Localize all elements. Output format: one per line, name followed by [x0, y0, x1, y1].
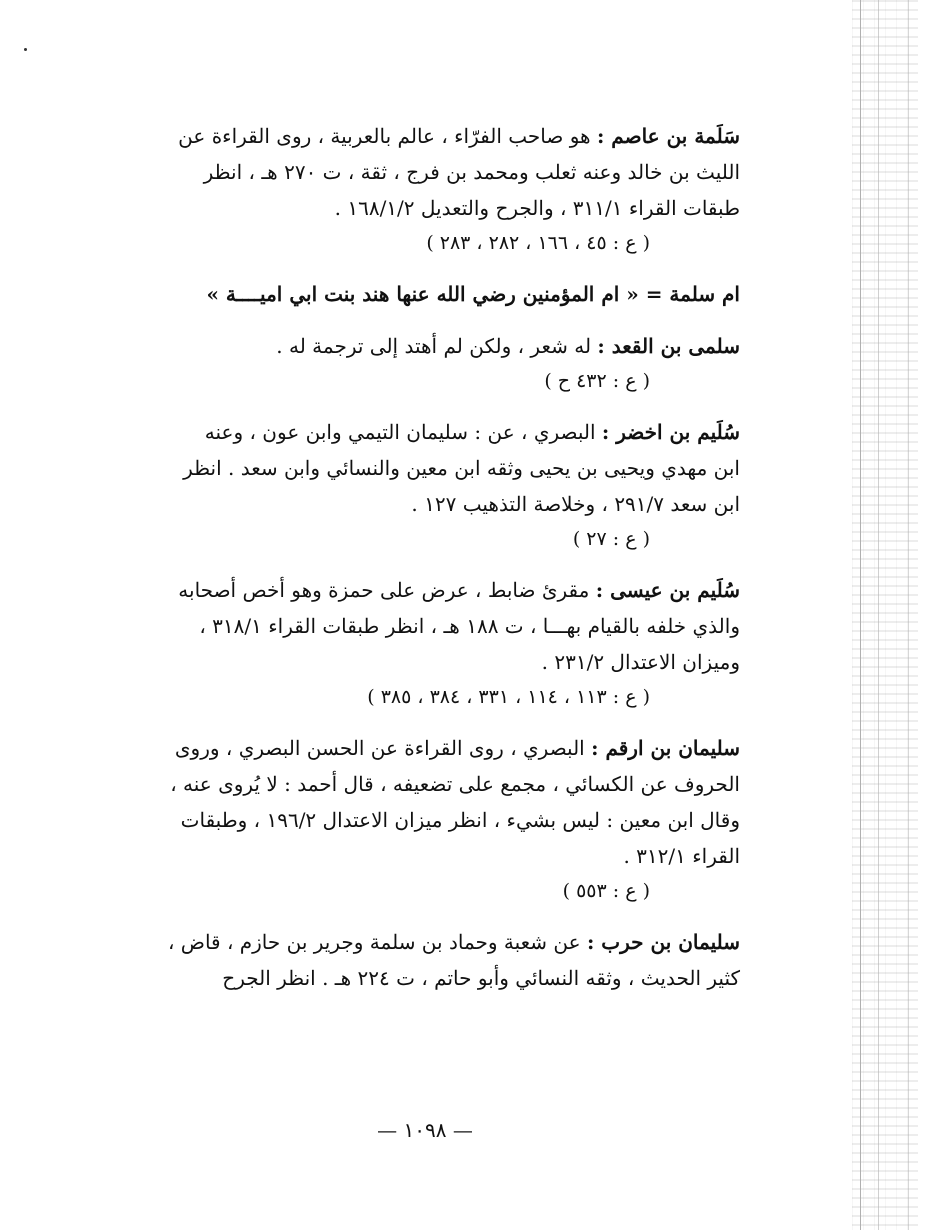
entry-text: البصري ، روى القراءة عن الحسن البصري ، وروى [174, 736, 585, 760]
entry-text: طبقات القراء ٣١١/١ ، والجرح والتعديل ١٦٨/١/٢ . [334, 196, 740, 220]
entry-text: وقال ابن معين : ليس بشيء ، انظر ميزان الاعتدال ١٩٦/٢ ، وطبقات [180, 808, 740, 832]
entry-text: ابن مهدي ويحيى بن يحيى وثقه ابن معين والنسائي وابن سعد . انظر [183, 456, 740, 480]
page-footer [0, 1118, 930, 1142]
entry-text: له شعر ، ولكن لم أهتد إلى ترجمة له . [276, 334, 592, 358]
entry-line [100, 486, 740, 522]
entry-name: سليمان بن حرب : [586, 930, 740, 954]
page-number: — ١٠٩٨ — [377, 1118, 473, 1142]
entry-name: سلمى بن القعد : [597, 334, 740, 358]
entry-line [100, 414, 740, 450]
entry-text: الحروف عن الكسائي ، مجمع على تضعيفه ، قال أحمد : لا يُروى عنه ، [170, 772, 740, 796]
entry-text: عن شعبة وحماد بن سلمة وجرير بن حازم ، قاض ، [167, 930, 581, 954]
scan-edge-line [908, 0, 909, 1230]
entry-line [100, 572, 740, 608]
entry-line [100, 154, 740, 190]
entry-line [100, 802, 740, 838]
scan-edge-line [878, 0, 879, 1230]
entry-reference: ( ع : ٥٥٣ ) [562, 880, 650, 902]
entry-line [100, 328, 740, 364]
entry-name: ام سلمة = [645, 282, 740, 306]
entry-reference: ( ع : ٤٥ ، ١٦٦ ، ٢٨٢ ، ٢٨٣ ) [426, 232, 650, 254]
entry-reference: ( ع : ٤٣٢ ح ) [544, 370, 650, 392]
scan-speck [24, 48, 27, 51]
entry-line [100, 190, 740, 226]
entry-text: الليث بن خالد وعنه ثعلب ومحمد بن فرج ، ثقة ، ت ٢٧٠ هـ ، انظر [203, 160, 740, 184]
entry-name: سليمان بن ارقم : [591, 736, 740, 760]
entry-reference: ( ع : ٢٧ ) [572, 528, 650, 550]
entry-line [100, 276, 740, 312]
entry-text: وميزان الاعتدال ٢٣١/٢ . [541, 650, 740, 674]
entry-text: « ام المؤمنين رضي الله عنها هند بنت ابي اميــــة » [206, 282, 639, 306]
entry [100, 572, 740, 714]
entry-line [100, 608, 740, 644]
entry-text: كثير الحديث ، وثقه النسائي وأبو حاتم ، ت ٢٢٤ هـ . انظر الجرح [222, 966, 740, 990]
scan-edge-line [860, 0, 861, 1230]
entry-text: مقرئ ضابط ، عرض على حمزة وهو أخص أصحابه [178, 578, 590, 602]
entry-text: البصري ، عن : سليمان التيمي وابن عون ، وعنه [204, 420, 596, 444]
entry-text: القراء ٣١٢/١ . [623, 844, 740, 868]
entry-text: ابن سعد ٢٩١/٧ ، وخلاصة التذهيب ١٢٧ . [411, 492, 740, 516]
entry-line [100, 450, 740, 486]
entry [100, 276, 740, 312]
entry-line [100, 644, 740, 680]
entry-line [100, 924, 740, 960]
entry [100, 924, 740, 996]
entry-name: سُلَيم بن عيسى : [595, 578, 740, 602]
entry [100, 328, 740, 398]
entry-line [100, 118, 740, 154]
entry-reference: ( ع : ١١٣ ، ١١٤ ، ٣٣١ ، ٣٨٤ ، ٣٨٥ ) [367, 686, 650, 708]
entry [100, 414, 740, 556]
entry-text: والذي خلفه بالقيام بهـــا ، ت ١٨٨ هـ ، انظر طبقات القراء ٣١٨/١ ، [199, 614, 740, 638]
entry-line [100, 730, 740, 766]
entry-line [100, 766, 740, 802]
entry [100, 118, 740, 260]
entry [100, 730, 740, 908]
biography-entries [100, 118, 740, 1012]
entry-line [100, 838, 740, 874]
entry-line [100, 960, 740, 996]
entry-name: سُلَيم بن اخضر : [601, 420, 740, 444]
entry-name: سَلَمة بن عاصم : [596, 124, 740, 148]
entry-text: هو صاحب الفرّاء ، عالم بالعربية ، روى القراءة عن [178, 124, 591, 148]
